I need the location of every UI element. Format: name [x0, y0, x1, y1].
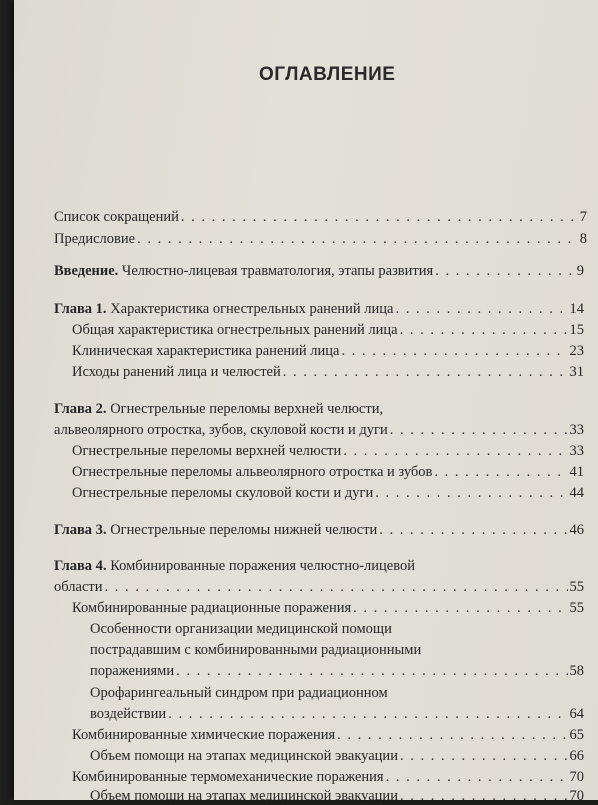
toc-entry: [54, 209, 587, 226]
toc-entry: [72, 769, 584, 786]
page-number: 41: [569, 464, 584, 480]
page-number: 64: [569, 706, 584, 722]
entry-label: Огнестрельные переломы верхней челюсти,: [106, 401, 384, 417]
toc-entry: [72, 343, 584, 360]
leader-dots: [375, 485, 567, 502]
leader-dots: [104, 579, 567, 596]
toc-entry-first-line: [54, 401, 383, 418]
entry-label: Огнестрельные переломы альвеолярного отростка и зубов: [72, 464, 433, 480]
toc-entry: [72, 443, 584, 460]
entry-prefix: Глава 2.: [54, 401, 107, 417]
toc-entry: [72, 727, 584, 744]
leader-dots: [386, 769, 568, 786]
entry-label-cont: альвеолярного отростка, зубов, скуловой кости и дуги: [54, 422, 388, 438]
entry-label: Челюстно-лицевая травматология, этапы развития: [118, 263, 434, 279]
entry-label: Характеристика огнестрельных ранений лица: [106, 301, 394, 317]
page-number: 31: [569, 364, 584, 380]
toc-entry-first-line: [54, 558, 415, 575]
toc-entry-first-line: Особенности организации медицинской помощи: [90, 621, 392, 637]
leader-dots: [337, 727, 567, 744]
toc-entry: [54, 579, 584, 596]
page-number: 66: [569, 748, 584, 764]
page-number: 55: [569, 600, 584, 616]
page-number: 55: [569, 579, 584, 595]
leader-dots: [343, 443, 567, 460]
leader-dots: [395, 301, 567, 318]
leader-dots: [379, 522, 567, 539]
toc-entry: [90, 748, 584, 765]
page-number: 58: [569, 663, 584, 679]
leader-dots: [400, 748, 568, 765]
entry-label: Комбинированные радиационные поражения: [72, 600, 352, 616]
entry-label: Список сокращений: [54, 209, 179, 225]
page-number: 65: [569, 727, 584, 743]
page-title: ОГЛАВЛЕНИЕ: [259, 64, 396, 85]
leader-dots: [435, 263, 575, 280]
page-number: 23: [569, 343, 584, 359]
page-number: 46: [569, 522, 584, 538]
toc-entry: [90, 706, 584, 723]
page-number: 70: [569, 769, 584, 785]
toc-entry: [72, 600, 584, 617]
page-number: 9: [576, 263, 584, 279]
entry-label: Объем помощи на этапах медицинской эвакуации: [90, 788, 398, 804]
book-page: [14, 0, 598, 804]
page-number: 44: [569, 485, 584, 501]
toc-entry: [72, 322, 584, 339]
entry-prefix: Глава 4.: [54, 558, 107, 574]
entry-label-cont: поражениями: [90, 663, 175, 679]
leader-dots: [400, 322, 568, 339]
leader-dots: [400, 788, 568, 805]
page-number: 14: [569, 301, 584, 317]
entry-prefix: Глава 3.: [54, 522, 107, 538]
toc-entry-first-line: Орофарингеальный синдром при радиационном: [90, 685, 388, 701]
toc-entry: [90, 663, 584, 680]
leader-dots: [341, 343, 567, 360]
entry-label: Комбинированные термомеханические поражения: [72, 769, 384, 785]
toc-entry-mid-line: пострадавшим с комбинированными радиационными: [90, 642, 422, 658]
page-number: 33: [569, 422, 584, 438]
leader-dots: [168, 706, 567, 723]
entry-label: Общая характеристика огнестрельных ранений лица: [72, 322, 398, 338]
entry-label: Объем помощи на этапах медицинской эвакуации: [90, 748, 398, 764]
entry-label: Клиническая характеристика ранений лица: [72, 343, 340, 359]
leader-dots: [434, 464, 567, 481]
entry-prefix: Глава 1.: [54, 301, 107, 317]
entry-label-cont: области: [54, 579, 103, 595]
leader-dots: [390, 422, 568, 439]
toc-entry: [90, 788, 584, 805]
page-number: 33: [569, 443, 584, 459]
toc-entry: [54, 522, 584, 539]
toc-entry: [72, 464, 584, 481]
page-number: 70: [569, 788, 584, 804]
toc-entry: [54, 422, 584, 439]
leader-dots: [283, 364, 568, 381]
page-number: 7: [579, 209, 587, 225]
page-number: 8: [579, 231, 587, 247]
entry-label-cont: воздействии: [90, 706, 167, 722]
entry-label: Огнестрельные переломы нижней челюсти: [106, 522, 378, 538]
leader-dots: [353, 600, 567, 617]
toc-entry: [54, 301, 584, 318]
leader-dots: [137, 231, 578, 248]
leader-dots: [181, 209, 578, 226]
entry-label: Комбинированные поражения челюстно-лицевой: [106, 558, 415, 574]
entry-label: Огнестрельные переломы скуловой кости и дуги: [72, 485, 374, 501]
toc-entry: [72, 364, 584, 381]
entry-prefix: Введение.: [54, 263, 119, 279]
toc-entry: [72, 485, 584, 502]
leader-dots: [176, 663, 567, 680]
entry-label: Огнестрельные переломы верхней челюсти: [72, 443, 342, 459]
toc-entry: [54, 263, 584, 280]
entry-label: Исходы ранений лица и челюстей: [72, 364, 281, 380]
entry-label: Комбинированные химические поражения: [72, 727, 336, 743]
page-number: 15: [569, 322, 584, 338]
entry-label: Предисловие: [54, 231, 136, 247]
toc-entry: [54, 231, 587, 248]
